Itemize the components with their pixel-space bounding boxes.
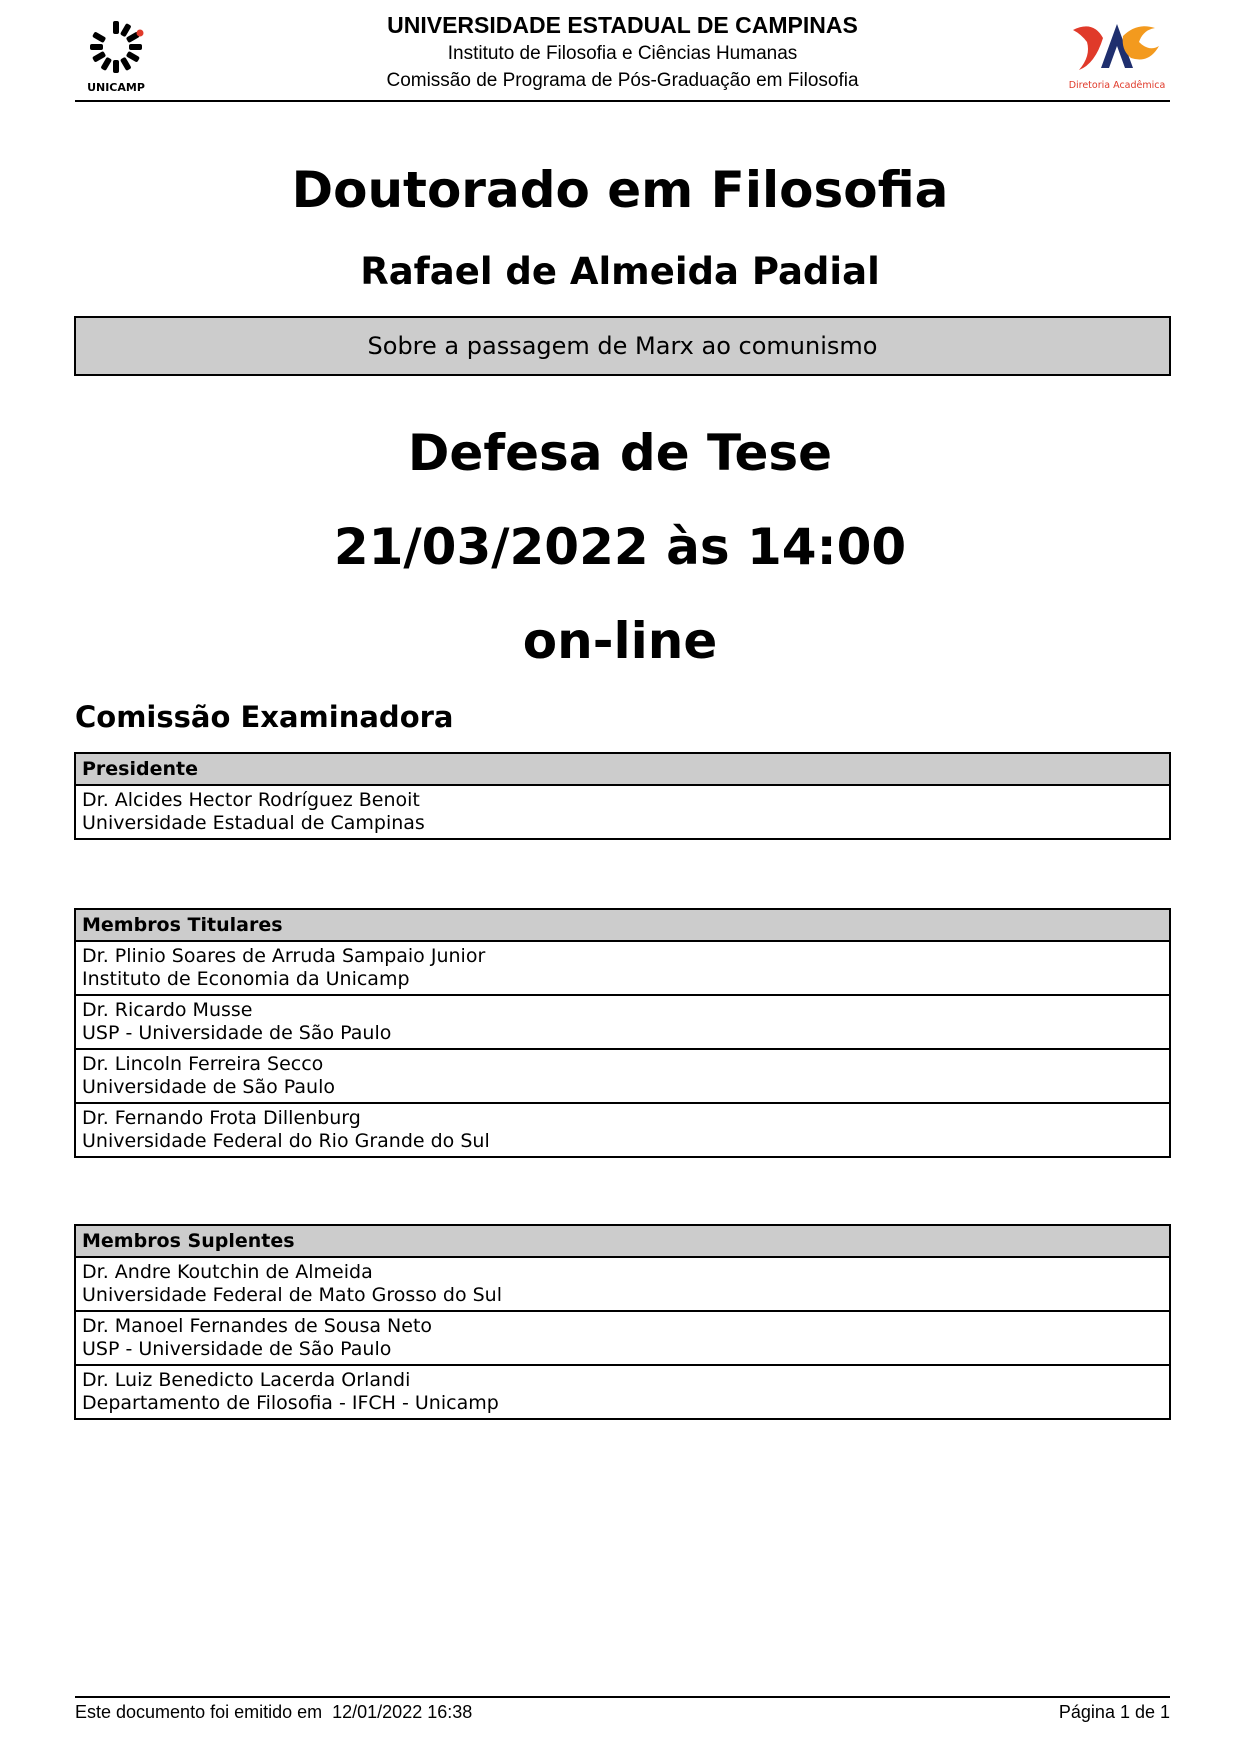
student-name: Rafael de Almeida Padial xyxy=(360,250,880,293)
titular-members-table xyxy=(74,908,1171,1158)
substitute-header: Membros Suplentes xyxy=(75,1225,1170,1257)
member-name: Dr. Ricardo Musse xyxy=(82,999,253,1021)
member-name: Dr. Fernando Frota Dillenburg xyxy=(82,1107,361,1129)
thesis-title: Sobre a passagem de Marx ao comunismo xyxy=(74,316,1171,376)
table-row xyxy=(75,1103,1170,1157)
member-institution: Departamento de Filosofia - IFCH - Unicamp xyxy=(82,1392,499,1414)
document-footer xyxy=(75,1696,1170,1722)
table-row xyxy=(75,1257,1170,1311)
program-name: Comissão de Programa de Pós-Graduação em Filosofia xyxy=(386,70,859,91)
page-number: Página 1 de 1 xyxy=(1058,1702,1170,1722)
table-row xyxy=(75,941,1170,995)
member-institution: USP - Universidade de São Paulo xyxy=(82,1022,392,1044)
institute-name: Instituto de Filosofia e Ciências Humanas xyxy=(447,43,798,64)
member-institution: Universidade Federal de Mato Grosso do Sul xyxy=(82,1284,502,1306)
member-name: Dr. Lincoln Ferreira Secco xyxy=(82,1053,324,1075)
member-institution: Universidade de São Paulo xyxy=(82,1076,335,1098)
member-name: Dr. Alcides Hector Rodríguez Benoit xyxy=(82,789,420,811)
president-table xyxy=(74,752,1171,840)
member-institution: USP - Universidade de São Paulo xyxy=(82,1338,392,1360)
member-institution: Instituto de Economia da Unicamp xyxy=(82,968,410,990)
table-row xyxy=(75,1365,1170,1419)
table-row xyxy=(75,1049,1170,1103)
member-name: Dr. Plinio Soares de Arruda Sampaio Junior xyxy=(82,945,486,967)
svg-text:UNICAMP: UNICAMP xyxy=(87,81,145,94)
degree-title: Doutorado em Filosofia xyxy=(291,161,949,219)
event-datetime: 21/03/2022 às 14:00 xyxy=(333,518,907,576)
diretoria-academica-logo-icon xyxy=(1065,18,1170,98)
member-institution: Universidade Estadual de Campinas xyxy=(82,812,425,834)
svg-text:Diretoria Acadêmica: Diretoria Acadêmica xyxy=(1068,80,1166,91)
table-row xyxy=(75,995,1170,1049)
committee-title: Comissão Examinadora xyxy=(75,700,454,734)
header-text-block xyxy=(195,10,1050,95)
titular-header: Membros Titulares xyxy=(75,909,1170,941)
issued-timestamp: Este documento foi emitido em 12/01/2022 16:38 xyxy=(75,1702,473,1722)
table-row xyxy=(75,1311,1170,1365)
substitute-members-table xyxy=(74,1224,1171,1420)
event-type: Defesa de Tese xyxy=(407,424,833,482)
document-header xyxy=(75,8,1170,102)
member-name: Dr. Manoel Fernandes de Sousa Neto xyxy=(82,1315,433,1337)
table-row xyxy=(75,785,1170,839)
event-location: on-line xyxy=(522,612,718,670)
member-name: Dr. Andre Koutchin de Almeida xyxy=(82,1261,373,1283)
member-name: Dr. Luiz Benedicto Lacerda Orlandi xyxy=(82,1369,411,1391)
member-institution: Universidade Federal do Rio Grande do Sul xyxy=(82,1130,490,1152)
university-name: UNIVERSIDADE ESTADUAL DE CAMPINAS xyxy=(387,12,858,38)
unicamp-logo-icon xyxy=(80,14,152,94)
president-header: Presidente xyxy=(75,753,1170,785)
